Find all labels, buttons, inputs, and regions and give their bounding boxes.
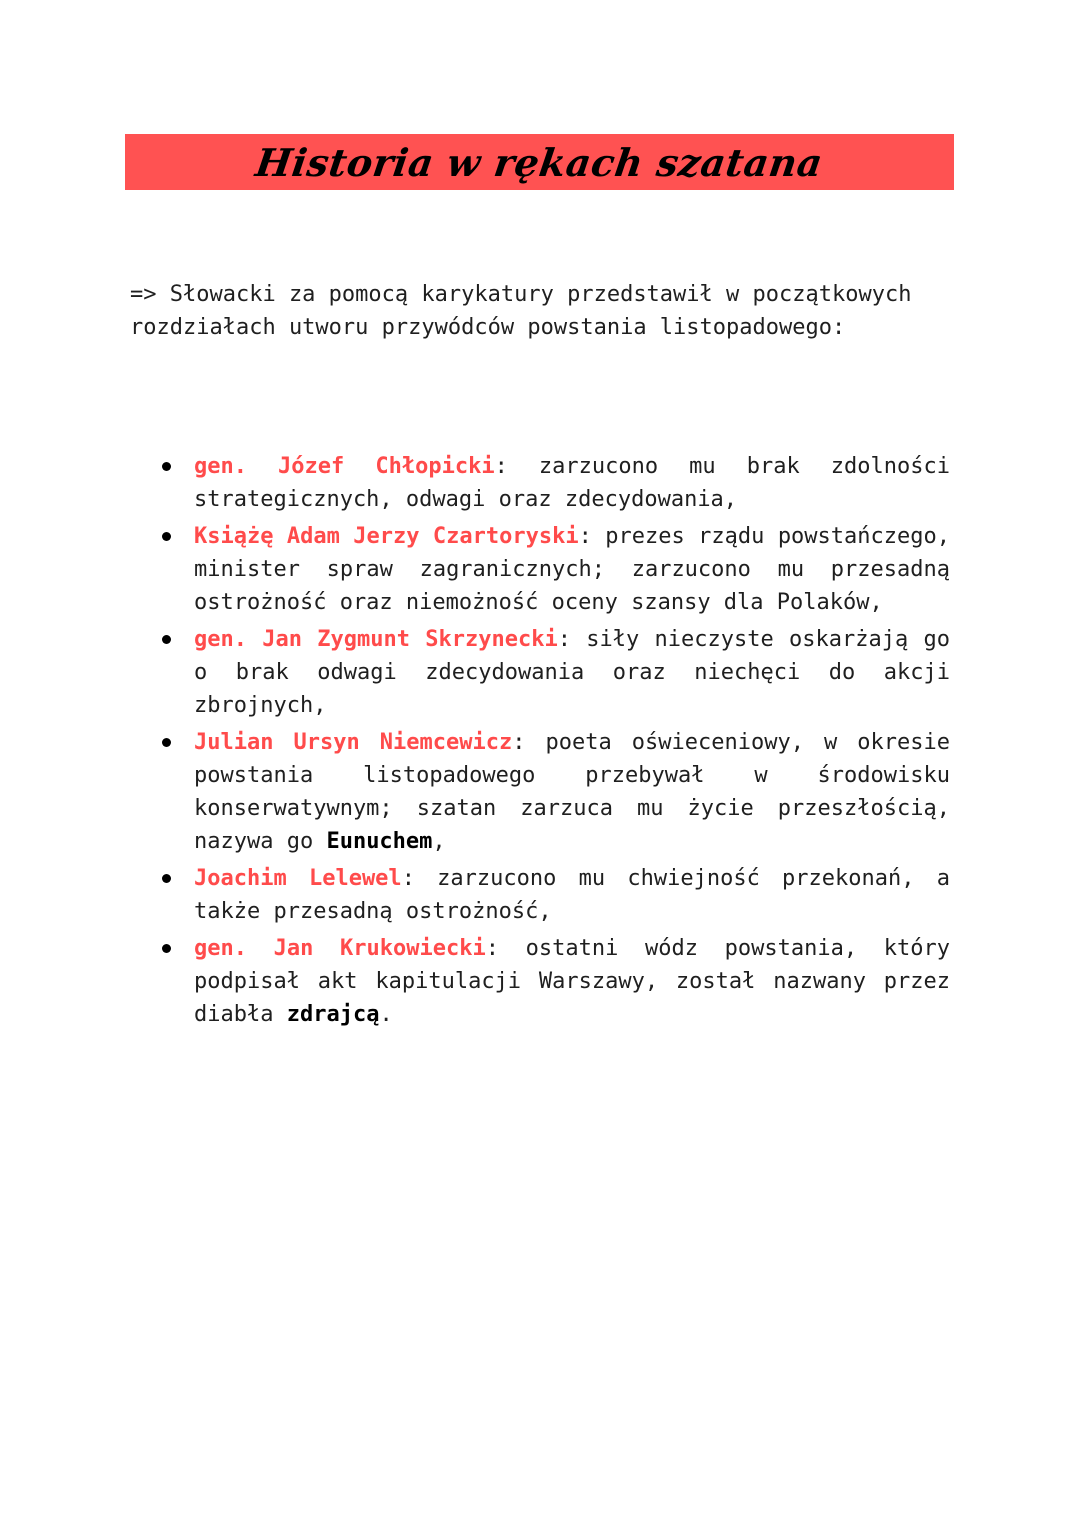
bullet-icon [162, 635, 171, 644]
list-item [160, 623, 950, 722]
leader-description: prezes rządu powstańczego, minister spraw zagranicznych; zarzucono mu przesadną ostrożność oraz niemożność oceny szansy dla Polaków, [194, 524, 951, 615]
list-item [160, 520, 950, 619]
leader-name: Książę Adam Jerzy Czartoryski [194, 524, 579, 549]
separator: : [512, 730, 526, 755]
separator: : [578, 524, 592, 549]
leader-description: poeta oświeceniowy, w okresie powstania listopadowego przebywał w środowisku konserwatywnym; szatan zarzuca mu życie przeszłością, nazywa go [194, 730, 951, 854]
leader-name: Joachim Lelewel [194, 866, 402, 891]
leader-description: siły nieczyste oskarżają go o brak odwagi zdecydowania oraz niechęci do akcji zbrojnych, [194, 627, 950, 718]
leaders-list [160, 450, 950, 1035]
emphasis: zdrajcą [286, 1002, 380, 1027]
leader-name: gen. Józef Chłopicki [194, 454, 495, 479]
page-title: Historia w rękach szatana [253, 139, 826, 185]
bullet-icon [162, 532, 171, 541]
emphasis: Eunuchem [326, 829, 433, 854]
list-item [160, 862, 950, 928]
list-item [160, 932, 950, 1031]
intro-paragraph: => Słowacki za pomocą karykatury przedstawił w początkowych rozdziałach utworu przywódców powstania listopadowego: [130, 282, 912, 340]
leader-name: Julian Ursyn Niemcewicz [194, 730, 513, 755]
bullet-icon [162, 462, 171, 471]
leader-description: zarzucono mu brak zdolności strategicznych, odwagi oraz zdecydowania, [194, 454, 950, 512]
leader-name: gen. Jan Krukowiecki [194, 936, 486, 961]
separator: : [485, 936, 499, 961]
bullet-icon [162, 874, 171, 883]
leader-name: gen. Jan Zygmunt Skrzynecki [194, 627, 558, 652]
separator: : [557, 627, 571, 652]
list-item [160, 726, 950, 858]
separator: : [494, 454, 508, 479]
leader-description: zarzucono mu chwiejność przekonań, a także przesadną ostrożność, [194, 866, 950, 924]
leader-description: ostatni wódz powstania, który podpisał akt kapitulacji Warszawy, został nazwany przez diabła [194, 936, 950, 1027]
separator: : [401, 866, 415, 891]
list-item [160, 450, 950, 516]
bullet-icon [162, 944, 171, 953]
bullet-icon [162, 738, 171, 747]
tail: . [379, 1002, 393, 1027]
title-banner [125, 134, 954, 190]
tail: , [432, 829, 446, 854]
